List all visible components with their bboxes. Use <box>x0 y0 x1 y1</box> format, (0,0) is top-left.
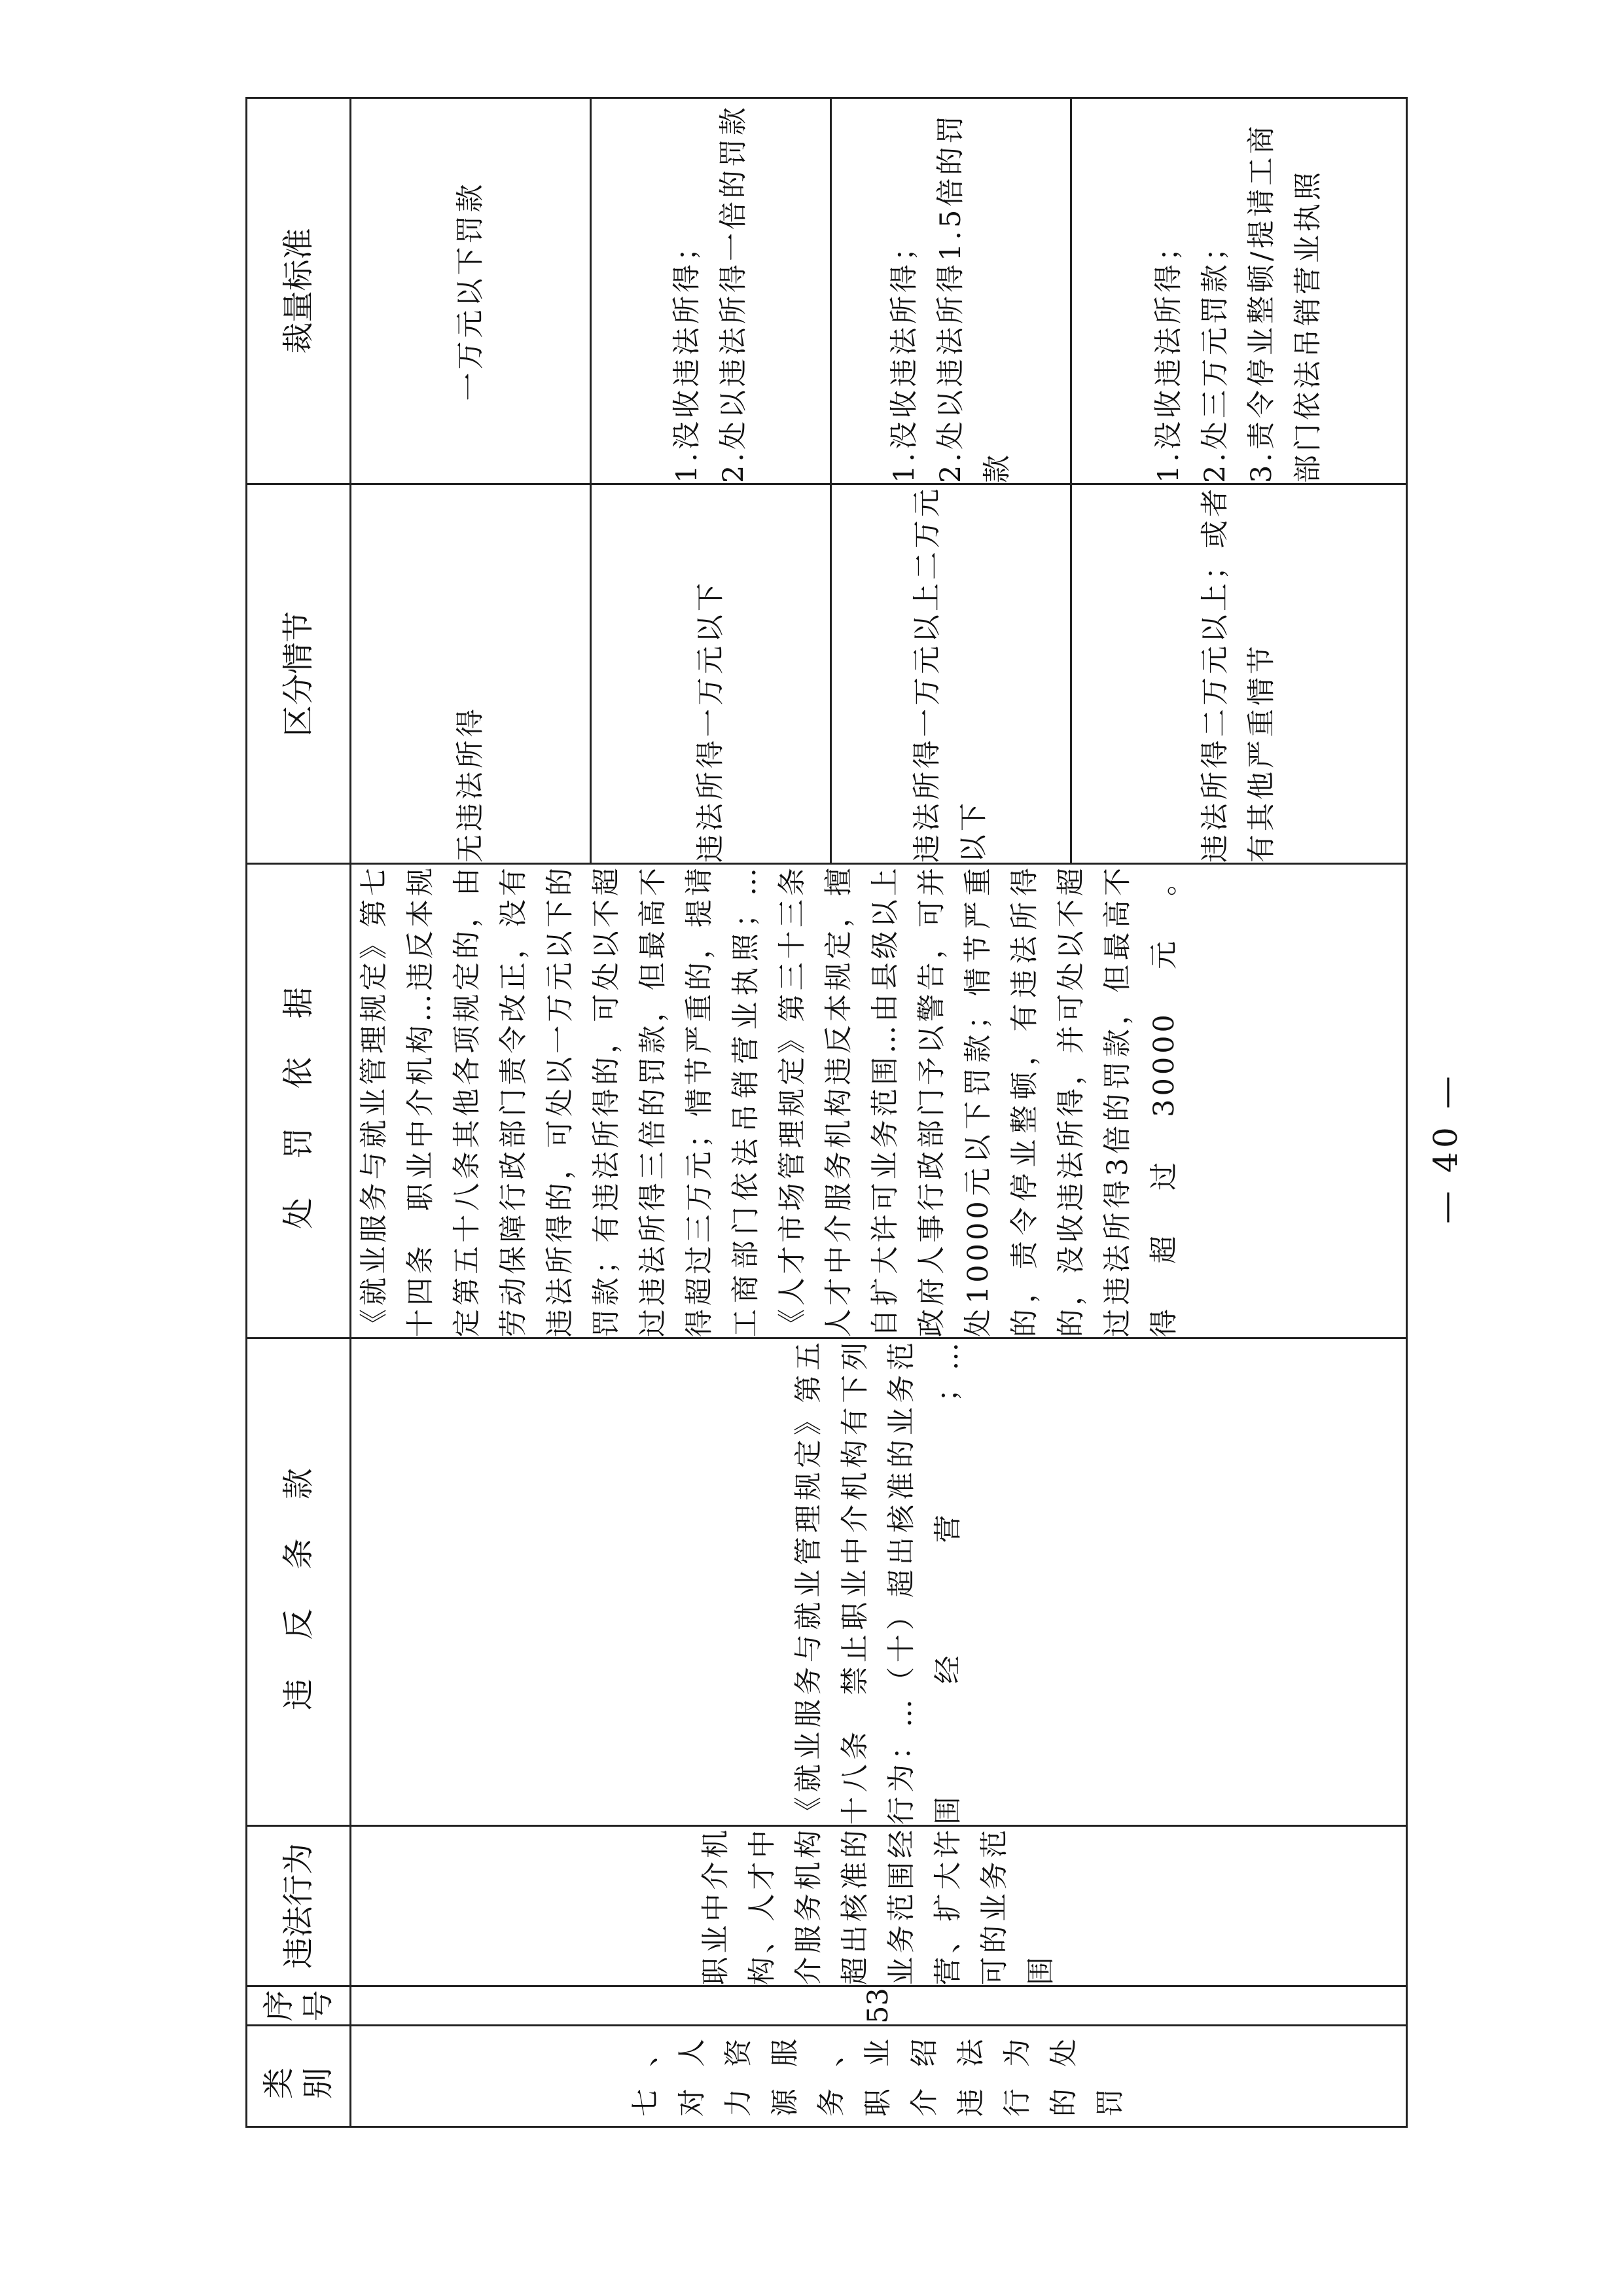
header-behavior: 违法行为 <box>247 1826 351 1986</box>
row-number: 53 <box>351 1986 1407 2026</box>
table-row <box>351 98 591 2127</box>
clause-cell: 《就业服务与就业管理规定》第五十八条 禁止职业中介机构有下列行为：…（十）超出核准的业务范围经营；… <box>351 1338 1407 1826</box>
standard-item: 1.没收违法所得； <box>1152 229 1185 483</box>
standard-item: 一万元以下罚款 <box>454 181 487 401</box>
penalty-standards-table <box>245 97 1408 2128</box>
behavior-cell: 职业中介机构、人才中介服务机构超出核准的业务范围经营、扩大许可的业务范围 <box>351 1826 1407 1986</box>
standard-item: 2.处三万元罚款； <box>1199 229 1232 483</box>
standard-item: 2.处以违法所得一倍的罚款 <box>717 103 750 483</box>
header-clause: 违 反 条 款 <box>247 1338 351 1826</box>
header-seq <box>247 1986 351 2026</box>
standard-cell <box>1071 98 1407 484</box>
header-basis: 处 罚 依 据 <box>247 864 351 1338</box>
standard-item: 1.没收违法所得； <box>887 229 921 483</box>
header-standard: 裁量标准 <box>247 98 351 484</box>
table-header-row <box>247 98 351 2127</box>
header-seq-line1: 序 <box>260 1990 297 2022</box>
circumstance-cell: 违法所得二万元以上；或者有其他严重情节 <box>1071 484 1407 864</box>
standard-item: 1.没收违法所得； <box>671 229 704 483</box>
basis-cell <box>351 833 1407 1338</box>
header-circumstance: 区分情节 <box>247 484 351 864</box>
header-category: 类 别 <box>247 2026 351 2127</box>
circumstance-cell: 无违法所得 <box>351 484 591 864</box>
basis-paragraph: 《人才市场管理规定》第三十三条 人才中介服务机构违反本规定，擅自扩大许可业务范围…由县级以上政府人事行政部门予以警告，可并处10000元以下罚款；情节严重的，责令停业整顿，有违法所得的，没收违法所得，并可处以不超过违法所得3倍的罚款，但最高不得超过30000元。 <box>776 833 1181 1337</box>
standard-item: 2.处以违法所得1.5倍的罚款 <box>934 112 1014 483</box>
standard-cell <box>591 98 831 484</box>
standard-cell <box>351 98 591 484</box>
category-cell: 七、对人力资源服务、职业介绍违法行为的处罚 <box>351 2026 1407 2127</box>
circumstance-cell: 违法所得一万元以上二万元以下 <box>831 484 1071 864</box>
standard-cell <box>831 98 1071 484</box>
page-number: — 40 — <box>1427 1072 1465 1224</box>
standard-item: 3.责令停业整顿/提请工商部门依法吊销营业执照 <box>1245 122 1325 483</box>
circumstance-cell: 违法所得一万元以下 <box>591 484 831 864</box>
header-seq-line2: 号 <box>300 1990 336 2022</box>
basis-paragraph: 《就业服务与就业管理规定》第七十四条 职业中介机构…违反本规定第五十八条其他各项规定的，由劳动保障行政部门责令改正，没有违法所得的，可处以一万元以下的罚款；有违法所得的，可处以不超过违法所得三倍的罚款，但最高不得超过三万元；情节严重的，提请工商部门依法吊销营业执照；… <box>358 865 762 1337</box>
